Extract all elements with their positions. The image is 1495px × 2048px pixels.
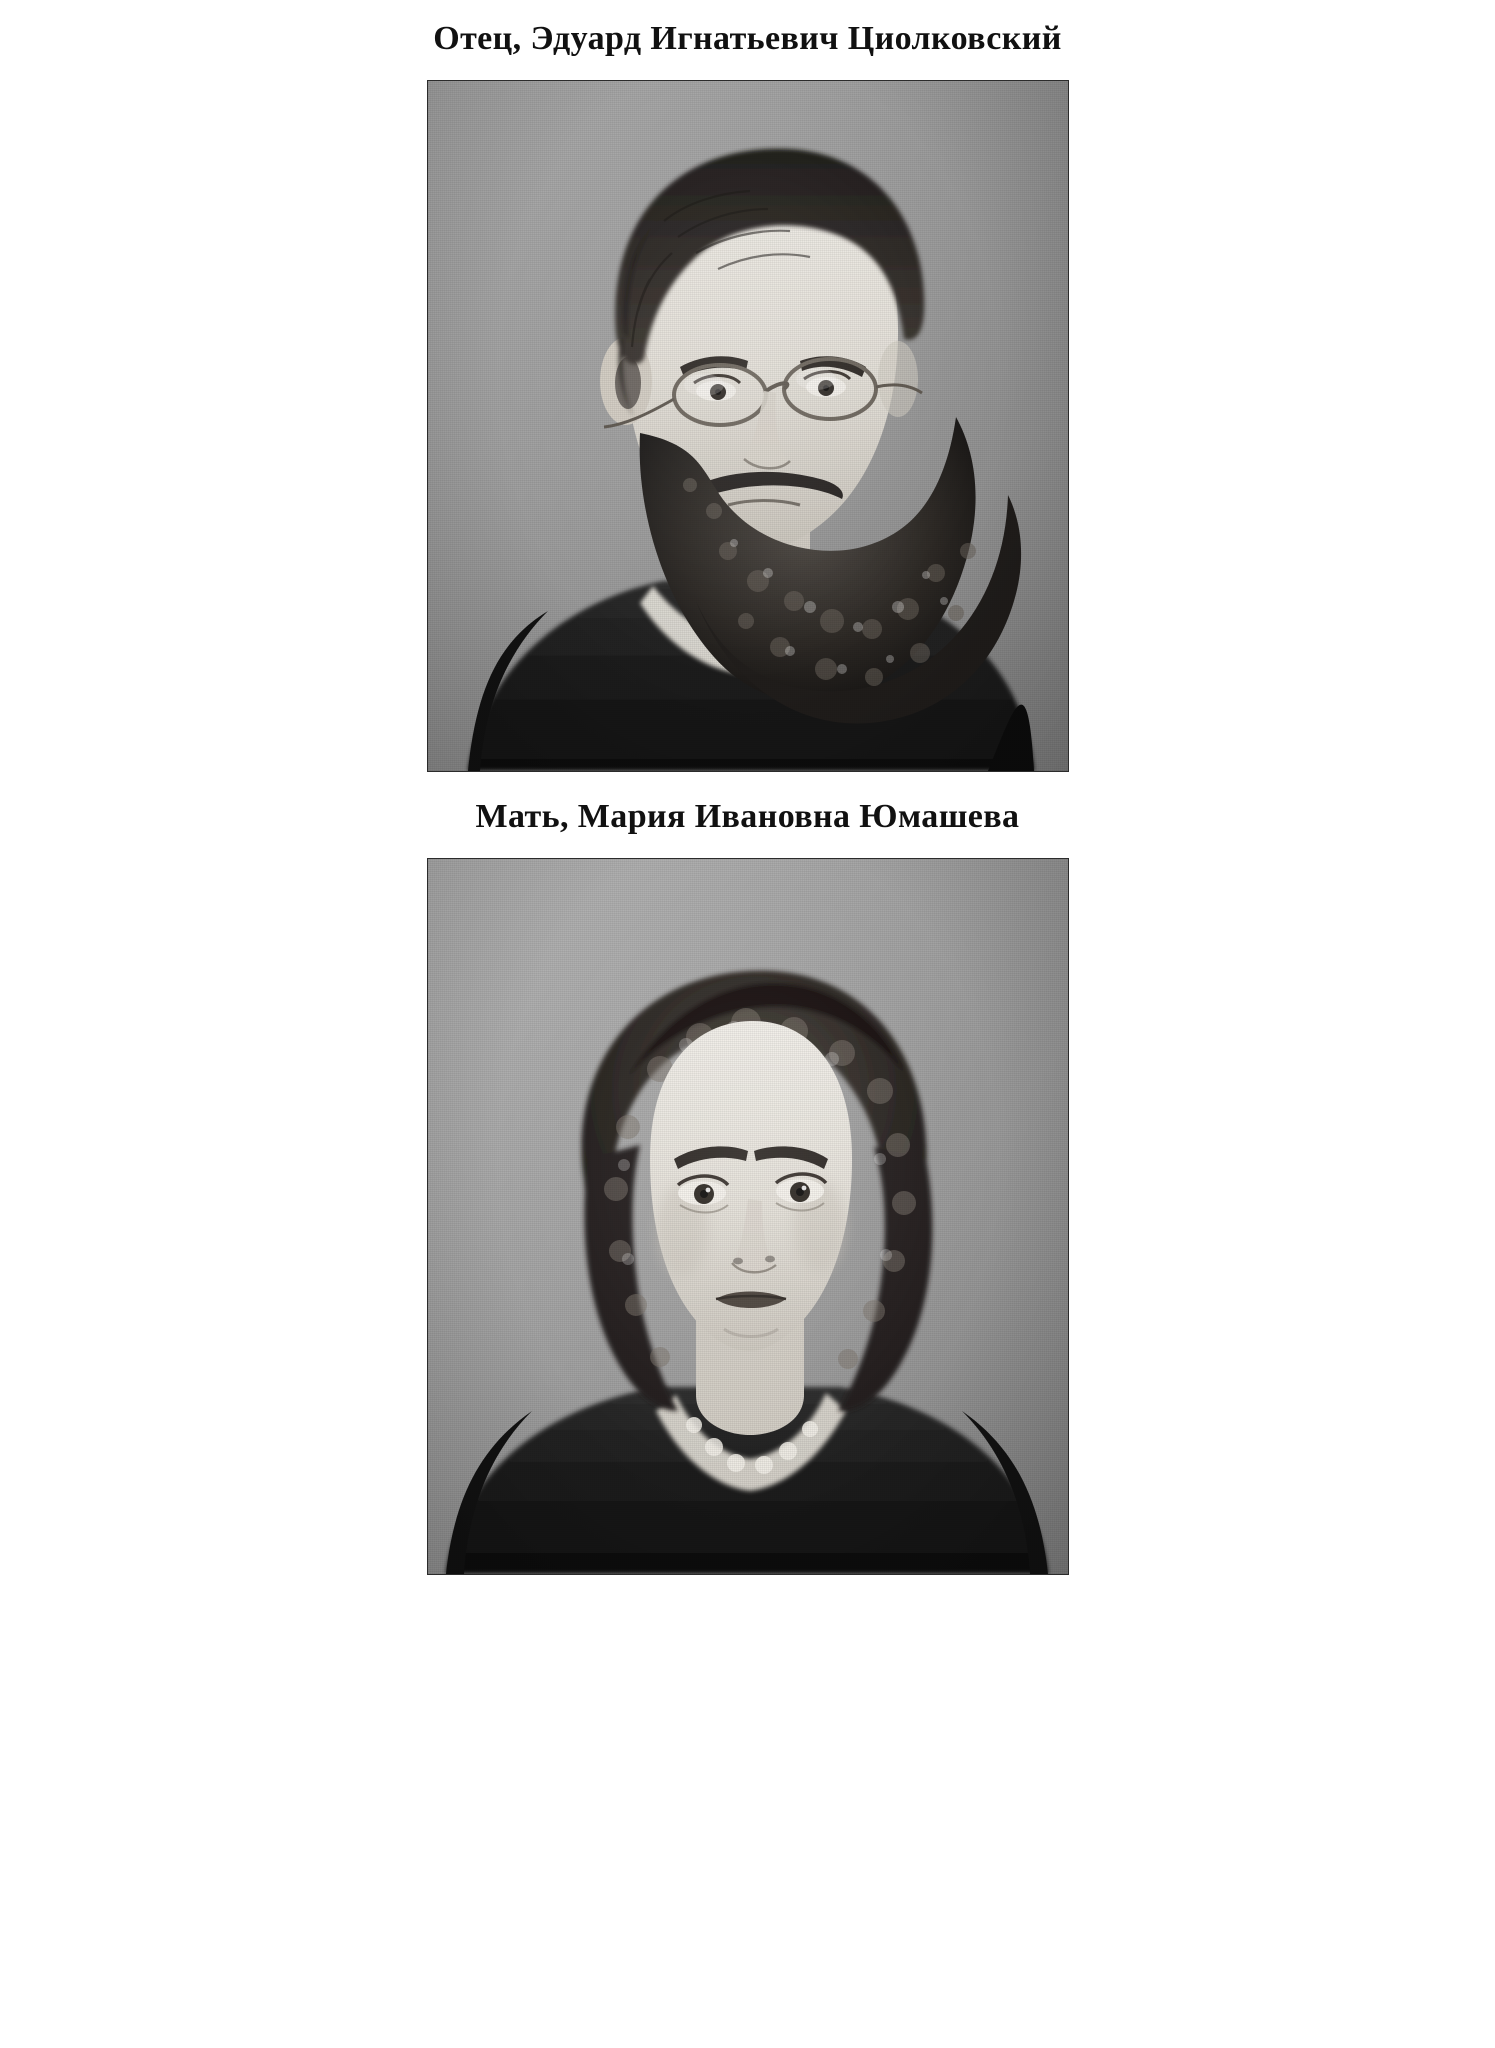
portrait-mother-illustration [428, 859, 1068, 1574]
figure-mother-photo [427, 858, 1069, 1575]
figure-father-caption: Отец, Эдуард Игнатьевич Циолковский [433, 20, 1062, 57]
figure-mother-caption: Мать, Мария Ивановна Юмашева [475, 798, 1020, 835]
figure-father-photo [427, 80, 1069, 772]
portrait-father-illustration [428, 81, 1068, 771]
figure-mother [0, 772, 1495, 1575]
figure-father [0, 0, 1495, 772]
